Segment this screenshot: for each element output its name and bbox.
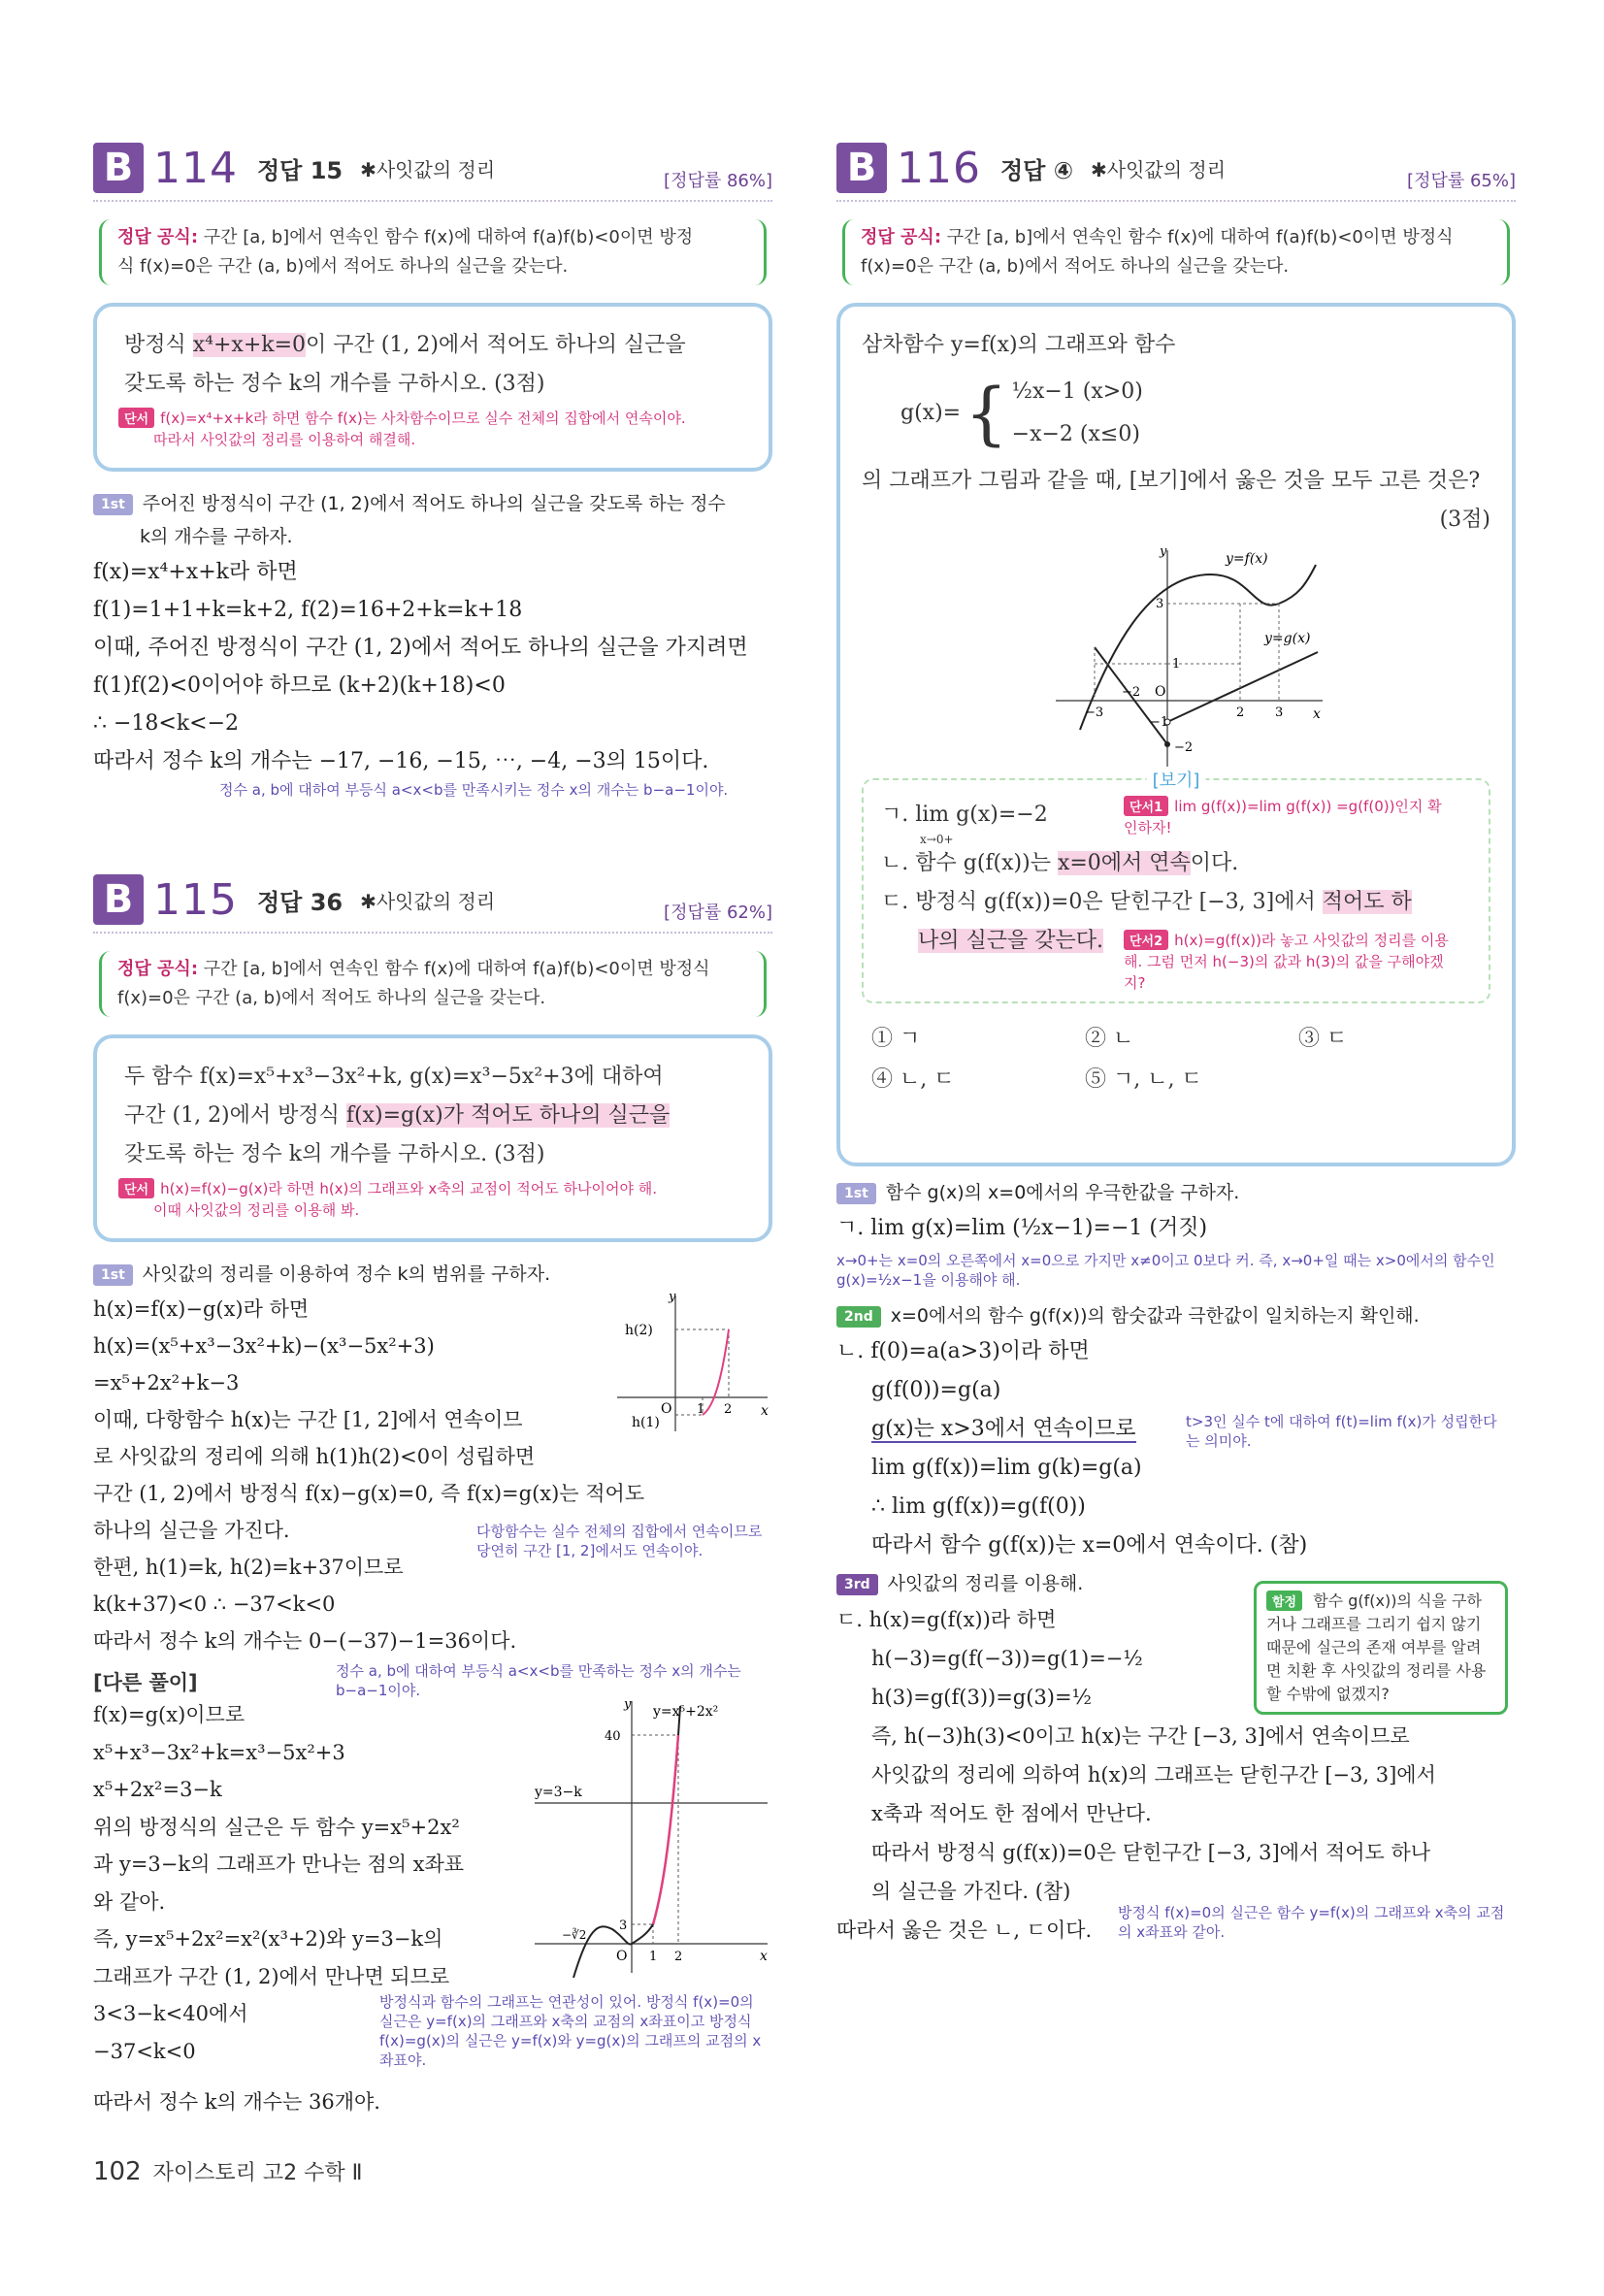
q115-alt-note: 방정식과 함수의 그래프는 연관성이 있어. 방정식 f(x)=0의 실근은 y=f(x)의 그래프와 x축의 교점의 x좌표이고 방정식 f(x)=g(x)의 실근은 y=f(x)와 y=g(x)의 그래프의 교점의 x좌표야. [379,1993,762,2069]
q116-number: 116 [897,143,981,193]
bogi-item: 이다. [1190,851,1239,875]
solution-line: x⁵+x³−3x²+k=x³−5x²+3 [93,1740,345,1764]
graph-tick: −2 [1174,740,1194,755]
solution-line: k(k+37)<0 ∴ −37<k<0 [93,1592,336,1616]
problem-text: 방정식 [124,333,193,357]
bogi-hint-1 [1124,796,1454,838]
choice-4[interactable]: ④ ㄴ, ㄷ [871,1067,955,1092]
solution-line: h(x)=f(x)−g(x)라 하면 [93,1297,310,1321]
q116-answer: 정답 ④ [999,156,1074,184]
solution-line: −37<k<0 [93,2039,196,2063]
bogi-item: ㄷ. 방정식 g(f(x))=0은 닫힌구간 [−3, 3]에서 [881,890,1323,914]
bogi-item: ㄴ. 함수 g(f(x))는 [881,851,1058,875]
q115-note-continuity: 다항함수는 실수 전체의 집합에서 연속이므로 당연히 구간 [1, 2]에서도 연속이야. [476,1523,763,1559]
formula-line: 구간 [a, b]에서 연속인 함수 f(x)에 대하여 f(a)f(b)<0이면 방정식 [203,959,710,979]
piecewise-lhs: g(x)= [900,401,962,425]
hint-text: 따라서 사잇값의 정리를 이용하여 해결해. [153,431,416,448]
q116-note1: x→0+는 x=0의 오른쪽에서 x=0으로 가지만 x≠0이고 0보다 커. 즉, x→0+일 때는 x>0에서의 함수인 g(x)=½x−1을 이용해야 해. [836,1252,1495,1289]
step-text: 사잇값의 정리를 이용해. [887,1573,1084,1594]
graph-root: −∛2 [562,1928,587,1942]
formula-line: f(x)=0은 구간 (a, b)에서 적어도 하나의 실근을 갖는다. [861,256,1290,277]
q115-level-badge: B [93,874,144,925]
q115-topic: ✱사잇값의 정리 [360,889,496,913]
hint-tag: 단서 [118,1178,154,1198]
graph-f-label: y=f(x) [1226,551,1268,567]
graph-tick: 2 [674,1950,683,1964]
trap-text: 함수 g(f(x))의 식을 구하거나 그래프를 그리기 쉽지 않기 때문에 실근의 존재 여부를 알려면 치환 후 사잇값의 정리를 사용할 수밖에 없겠지? [1266,1591,1487,1703]
q114-level-badge: B [93,143,144,193]
hint-tag: 단서2 [1124,930,1168,950]
solution-line: 한편, h(1)=k, h(2)=k+37이므로 [93,1556,404,1579]
graph-origin: O [616,1949,628,1964]
formula-line: f(x)=0은 구간 (a, b)에서 적어도 하나의 실근을 갖는다. [117,988,546,1008]
page-number: 102 [93,2157,142,2186]
solution-line: 따라서 옳은 것은 ㄴ, ㄷ이다. [836,1919,1093,1942]
q115-alt-block [93,1696,772,2121]
hint-text: 이때 사잇값의 정리를 이용해 봐. [153,1201,360,1219]
q116-problem-box [836,303,1516,1166]
solution-line: 이때, 다항함수 h(x)는 구간 [1, 2]에서 연속이므 [93,1408,523,1431]
step-badge: 1st [93,494,133,515]
step-badge: 2nd [836,1306,881,1328]
solution-line: 의 실근을 가진다. (참) [871,1880,1071,1903]
solution-line: h(x)=(x⁵+x³−3x²+k)−(x³−5x²+3) [93,1334,435,1358]
step-text: k의 개수를 구하자. [140,526,293,547]
solution-line: h(3)=g(f(3))=g(3)=½ [871,1686,1092,1709]
choice-1[interactable]: ① ㄱ [871,1027,921,1051]
piecewise-case: −x−2 (x≤0) [1011,422,1140,446]
graph-tick: 1 [649,1950,658,1964]
q116-sol3-block [836,1591,1516,1950]
solution-line: 하나의 실근을 가진다. [93,1519,290,1542]
graph-tick: −1 [1150,715,1169,730]
q115-answer: 정답 36 [256,888,344,916]
bogi-hint-2 [1124,930,1454,994]
hint-tag: 단서 [118,408,154,428]
q116-topic: ✱사잇값의 정리 [1091,157,1227,181]
q116-sol1: ㄱ. lim g(x)=lim (½x−1)=−1 (거짓) [836,1216,1208,1240]
q116-note3: 방정식 f(x)=0의 실근은 함수 y=f(x)의 그래프와 x축의 교점의 x좌표와 같아. [1118,1904,1505,1941]
step-text: 주어진 방정식이 구간 (1, 2)에서 적어도 하나의 실근을 갖도록 하는 정수 [142,493,726,514]
right-column [836,136,1516,1950]
graph-tick: 40 [605,1729,621,1744]
choice-5[interactable]: ⑤ ㄱ, ㄴ, ㄷ [1085,1067,1202,1092]
graph-tick: −3 [1085,705,1104,720]
solution-line: ∴ lim g(f(x))=g(f(0)) [871,1494,1086,1519]
q115-hint [118,1178,747,1221]
bogi-highlight: x=0에서 연속 [1057,851,1191,875]
solution-line: 로 사잇값의 정리에 의해 h(1)h(2)<0이 성립하면 [93,1445,536,1468]
hint-text: h(x)=g(f(x))라 놓고 사잇값의 정리를 이용해. 그럼 먼저 h(−3)의 값과 h(3)의 값을 구해야겠지? [1124,932,1449,992]
q115-rate: [정답률 62%] [658,899,772,924]
solution-line: 와 같아. [93,1889,166,1914]
page-footer [93,2156,362,2186]
graph-y-label: y [669,1291,676,1304]
q114-topic: ✱사잇값의 정리 [360,157,496,181]
solution-line: 따라서 방정식 g(f(x))=0은 닫힌구간 [−3, 3]에서 적어도 하나 [871,1841,1431,1864]
q116-step2 [836,1299,1516,1332]
q115-header [93,868,772,934]
formula-label: 정답 공식: [117,227,199,247]
graph-tick: 2 [1236,705,1245,720]
q114-hint [118,408,747,450]
solution-line: h(−3)=g(f(−3))=g(1)=−½ [871,1647,1143,1670]
solution-line: 즉, y=x⁵+2x²=x²(x³+2)와 y=3−k의 [93,1927,443,1951]
bogi-title: [보기] [1147,767,1206,792]
hint-tag: 단서1 [1124,796,1168,816]
graph-tick: 3 [1275,705,1284,720]
hint-text: f(x)=x⁴+x+k라 하면 함수 f(x)는 사차함수이므로 실수 전체의 집합에서 연속이야. [160,410,686,427]
q114-rate: [정답률 86%] [658,167,772,192]
graph-tick: 1 [697,1402,705,1417]
solution-line: 그래프가 구간 (1, 2)에서 만나면 되므로 [93,1964,450,1988]
step-badge: 1st [836,1183,876,1204]
problem-text: 이 구간 (1, 2)에서 적어도 하나의 실근을 [306,333,686,357]
choice-2[interactable]: ② ㄴ [1085,1027,1134,1051]
solution-line: 따라서 함수 g(f(x))는 x=0에서 연속이다. (참) [871,1533,1308,1558]
q114-note: 정수 a, b에 대하여 부등식 a<x<b를 만족시키는 정수 x의 개수는 b−a−1이야. [219,781,729,799]
graph-label-h1: h(1) [632,1415,660,1430]
graph-tick: 3 [619,1919,628,1933]
graph-x-label: x [1313,706,1321,722]
q116-note2: t>3인 실수 t에 대하여 f(t)=lim f(x)가 성립한다는 의미야. [1186,1413,1497,1450]
q116-rate: [정답률 65%] [1401,167,1516,192]
formula-line: 구간 [a, b]에서 연속인 함수 f(x)에 대하여 f(a)f(b)<0이면 방정식 [946,227,1454,247]
q116-sol2-block [836,1332,1516,1565]
q116-graph [1056,545,1327,769]
graph-curve-label: y=x⁵+2x² [653,1704,719,1720]
problem-highlight: x⁴+x+k=0 [192,333,307,357]
q115-graph-h [607,1291,772,1436]
formula-line: 식 f(x)=0은 구간 (a, b)에서 적어도 하나의 실근을 갖는다. [117,256,569,277]
step-badge: 1st [93,1264,133,1286]
solution-line: 사잇값의 정리에 의하여 h(x)의 그래프는 닫힌구간 [−3, 3]에서 [871,1763,1436,1787]
left-column [93,136,772,2121]
solution-line: 구간 (1, 2)에서 방정식 f(x)−g(x)=0, 즉 f(x)=g(x)는 적어도 [93,1482,645,1505]
step-text: 사잇값의 정리를 이용하여 정수 k의 범위를 구하자. [142,1263,551,1285]
graph-label-h2: h(2) [625,1323,653,1338]
graph-g-label: y=g(x) [1264,631,1311,646]
graph-y-label: y [1160,545,1167,559]
hint-text: h(x)=f(x)−g(x)라 하면 h(x)의 그래프와 x축의 교점이 적어도 하나이어야 해. [160,1180,657,1197]
q115-step1 [93,1258,772,1291]
q115-formula [99,951,767,1017]
problem-text: 의 그래프가 그림과 같을 때, [보기]에서 옳은 것을 모두 고른 것은? [862,469,1481,493]
choice-3[interactable]: ③ ㄷ [1298,1027,1348,1051]
problem-highlight: f(x)=g(x)가 적어도 하나의 실근을 [345,1103,671,1128]
q116-trap-box [1254,1581,1508,1715]
problem-text: 두 함수 f(x)=x⁵+x³−3x²+k, g(x)=x³−5x²+3에 대하여 [124,1065,664,1089]
solution-line: f(x)=g(x)이므로 [93,1703,246,1726]
problem-points: (3점) [1439,508,1490,532]
solution-line: 따라서 정수 k의 개수는 36개야. [93,2090,380,2114]
step-text: 함수 g(x)의 x=0에서의 우극한값을 구하자. [885,1182,1240,1203]
solution-line: ∴ −18<k<−2 [93,711,240,736]
bogi-limit-sub: x→0+ [920,833,954,846]
q116-step1 [836,1176,1516,1209]
graph-x-label: x [761,1403,769,1419]
q114-problem-box [93,303,772,472]
formula-label: 정답 공식: [861,227,942,247]
bogi-box [862,771,1490,1003]
solution-line: lim g(f(x))=lim g(k)=g(a) [871,1456,1142,1480]
solution-line: ㄴ. f(0)=a(a>3)이라 하면 [836,1339,1090,1363]
graph-tick: 3 [1156,597,1164,611]
q116-formula [842,219,1510,285]
solution-line: 따라서 정수 k의 개수는 −17, −16, −15, ⋯, −4, −3의 15이다. [93,749,709,773]
solution-line: x⁵+2x²=3−k [93,1778,222,1801]
graph-origin: O [661,1401,672,1417]
solution-line: 3<3−k<40에서 [93,2002,248,2025]
hint-text: lim g(f(x))=lim g(f(x)) =g(f(0))인지 확인하자! [1124,798,1442,836]
bogi-item: ㄱ. lim g(x)=−2 [881,803,1048,827]
solution-line: f(x)=x⁴+x+k라 하면 [93,560,298,584]
solution-line: f(1)f(2)<0이어야 하므로 (k+2)(k+18)<0 [93,673,506,698]
q115-alt-title: [다른 풀이] [93,1671,198,1694]
graph-tick: 2 [724,1402,733,1417]
solution-line: 즉, h(−3)h(3)<0이고 h(x)는 구간 [−3, 3]에서 연속이므로 [871,1724,1410,1748]
problem-text: 구간 (1, 2)에서 방정식 [124,1103,346,1128]
bogi-highlight: 나의 실근을 갖는다. [918,929,1103,953]
solution-line: g(f(0))=g(a) [871,1378,1001,1402]
q116-header [836,136,1516,202]
graph-origin: O [1155,684,1166,700]
formula-label: 정답 공식: [117,959,199,979]
solution-line: 이때, 주어진 방정식이 구간 (1, 2)에서 적어도 하나의 실근을 가지려면 [93,636,748,660]
trap-tag: 함정 [1266,1591,1302,1611]
problem-text: 갖도록 하는 정수 k의 개수를 구하시오. (3점) [124,372,545,396]
q115-graph-alt [535,1696,772,1978]
graph-tick: −2 [1122,685,1141,700]
solution-line: g(x)는 x>3에서 연속이므로 [871,1417,1136,1441]
q114-formula [99,219,767,285]
q114-header [93,136,772,202]
problem-text: 갖도록 하는 정수 k의 개수를 구하시오. (3점) [124,1142,545,1166]
answer-choices [862,1019,1490,1100]
q115-note-count: 정수 a, b에 대하여 부등식 a<x<b를 만족하는 정수 x의 개수는 b−a−1이야. [336,1662,741,1699]
graph-line-label: y=3−k [535,1785,582,1800]
q114-answer: 정답 15 [256,156,344,184]
solution-line: 따라서 정수 k의 개수는 0−(−37)−1=36이다. [93,1629,517,1653]
solution-line: 과 y=3−k의 그래프가 만나는 점의 x좌표 [93,1853,465,1876]
formula-line: 구간 [a, b]에서 연속인 함수 f(x)에 대하여 f(a)f(b)<0이면 방정 [203,227,694,247]
graph-tick: 1 [1172,657,1181,672]
q114-number: 114 [153,143,238,193]
q115-number: 115 [153,874,238,925]
solution-line: =x⁵+2x²+k−3 [93,1371,240,1394]
piecewise: g(x)= { ½x−1 (x>0) −x−2 (x≤0) [900,371,1490,456]
problem-text: 삼차함수 y=f(x)의 그래프와 함수 [862,333,1176,357]
bogi-highlight: 적어도 하 [1322,890,1412,914]
solution-line: x축과 적어도 한 점에서 만난다. [871,1802,1152,1825]
solution-line: 위의 방정식의 실근은 두 함수 y=x⁵+2x² [93,1815,460,1839]
graph-x-label: x [760,1949,768,1964]
q114-step1 [93,487,772,553]
graph-y-label: y [624,1697,632,1712]
solution-line: f(1)=1+1+k=k+2, f(2)=16+2+k=k+18 [93,598,523,622]
q115-problem-box [93,1034,772,1242]
q116-level-badge: B [836,143,887,193]
step-badge: 3rd [836,1574,878,1595]
piecewise-case: ½x−1 (x>0) [1011,379,1143,404]
q114-solution [93,553,772,780]
book-title: 자이스토리 고2 수학 Ⅱ [152,2161,363,2185]
step-text: x=0에서의 함수 g(f(x))의 함숫값과 극한값이 일치하는지 확인해. [890,1305,1420,1327]
solution-line: ㄷ. h(x)=g(f(x))라 하면 [836,1608,1057,1631]
